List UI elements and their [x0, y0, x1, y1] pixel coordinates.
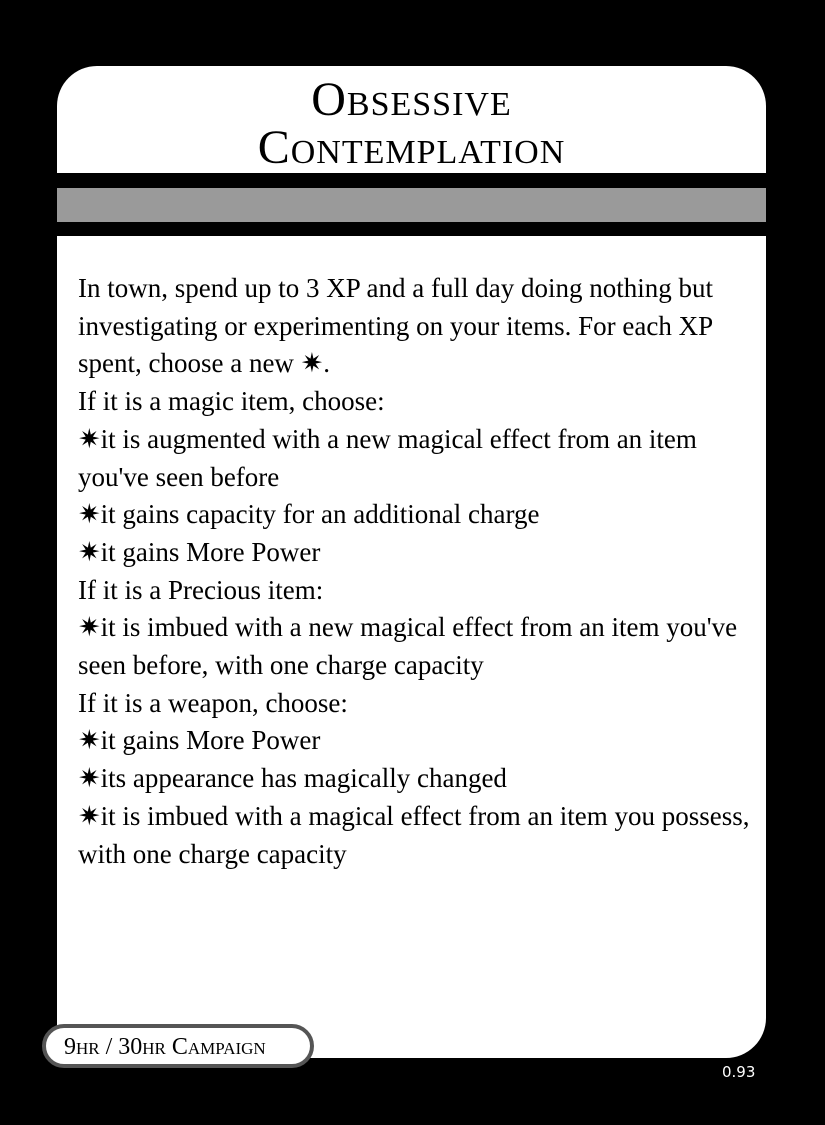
rules-option: ✷it gains capacity for an additional charge: [78, 499, 540, 530]
subtitle-bar: [57, 188, 766, 222]
card-title-panel: [57, 66, 766, 173]
card-title-line-1: Obsessive: [311, 73, 512, 126]
campaign-badge: [42, 1024, 314, 1068]
card-title-line-2: Contemplation: [257, 121, 566, 174]
rules-option: ✷it is augmented with a new magical effect from an item you've seen before: [78, 423, 697, 492]
card-body: [57, 236, 766, 1058]
rules-condition: If it is a magic item, choose:: [78, 386, 385, 417]
rules-condition: If it is a Precious item:: [78, 574, 324, 605]
version-label: 0.93: [722, 1063, 756, 1081]
rules-option: ✷it gains More Power: [78, 536, 321, 567]
rules-option: ✷its appearance has magically changed: [78, 763, 507, 794]
campaign-label: 9hr / 30hr Campaign: [64, 1034, 266, 1060]
rules-condition: If it is a weapon, choose:: [78, 687, 348, 718]
rules-option: ✷it is imbued with a new magical effect from an item you've seen before, with one charge capacity: [78, 612, 738, 681]
rules-option: ✷it gains More Power: [78, 725, 321, 756]
rules-option: ✷it is imbued with a magical effect from an item you possess, with one charge capacity: [78, 800, 750, 869]
rules-text: [78, 270, 758, 873]
rules-paragraph: In town, spend up to 3 XP and a full day doing nothing but investigating or experimenting on your items. For each XP spent, choose a new ✷.: [78, 273, 713, 379]
